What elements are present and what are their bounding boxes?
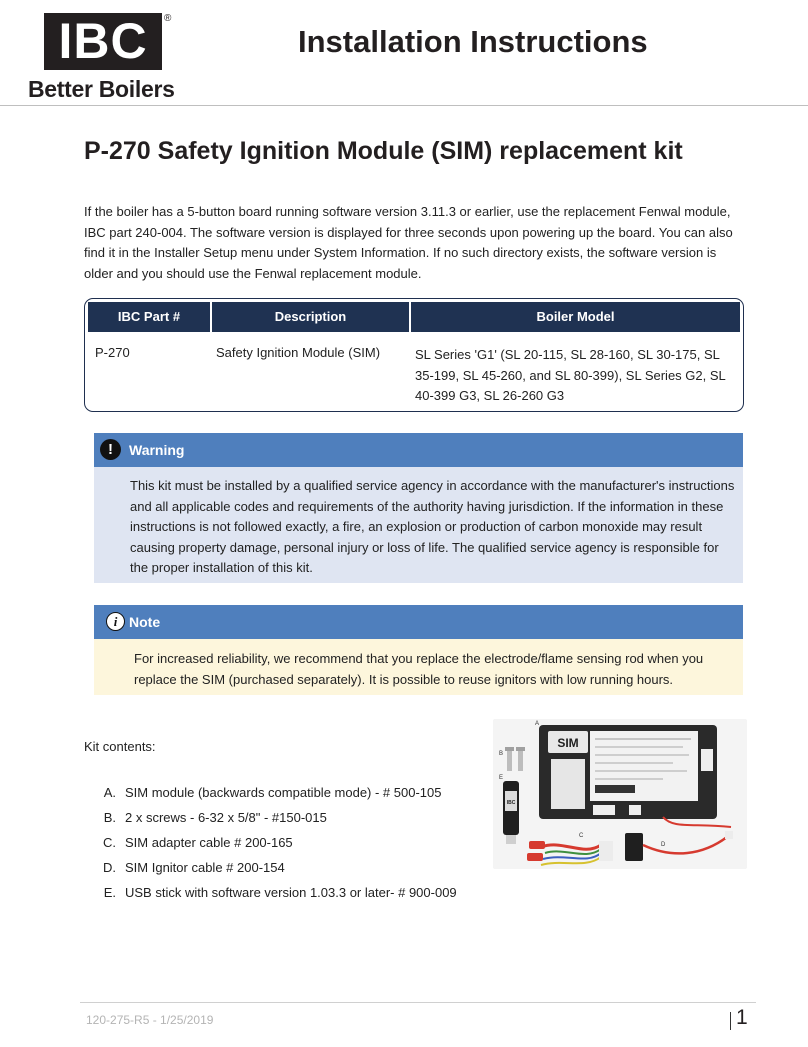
- list-item-letter: E.: [103, 885, 116, 900]
- list-item: [84, 783, 504, 808]
- note-title: Note: [129, 614, 161, 630]
- kit-photo: [493, 719, 747, 869]
- adapter-connector: [599, 841, 613, 861]
- list-item-letter: B.: [103, 810, 116, 825]
- list-item-letter: A.: [103, 785, 116, 800]
- ibc-logo: IBC: [44, 13, 162, 70]
- header-divider: [0, 105, 808, 106]
- list-item-letter: D.: [103, 860, 116, 875]
- screw-1: [507, 749, 512, 771]
- table-header-model: Boiler Model: [411, 302, 740, 332]
- table-cell-description: Safety Ignition Module (SIM): [216, 345, 381, 360]
- photo-label-a: A: [535, 721, 540, 727]
- note-body: For increased reliability, we recommend that you replace the electrode/flame sensing rod when you replace the SIM (purchased separately). It is possible to reuse ignitors with low running hours.: [94, 639, 743, 695]
- list-item-letter: C.: [103, 835, 116, 850]
- page-title: P-270 Safety Ignition Module (SIM) replacement kit: [84, 137, 683, 165]
- footer-separator: [730, 1012, 731, 1030]
- parts-table: [84, 298, 744, 412]
- list-item-text: SIM adapter cable # 200-165: [125, 835, 293, 850]
- sim-module-brand: SIM: [557, 736, 579, 750]
- registered-mark: ®: [164, 13, 172, 24]
- warning-body: This kit must be installed by a qualified service agency in accordance with the manufacturer's instructions and all applicable codes and requirements of the authority having jurisdiction. If the information in these instructions is not followed exactly, a fire, an explosion or production of carbon monoxide may result causing property damage, personal injury or loss of life. The qualified service agency is responsible for the proper installation of this kit.: [94, 467, 743, 583]
- table-header-part: IBC Part #: [88, 302, 210, 332]
- usb-brand: IBC: [506, 800, 516, 806]
- warning-title: Warning: [129, 442, 185, 458]
- ignitor-boot: [625, 833, 643, 861]
- list-item-text: SIM Ignitor cable # 200-154: [125, 860, 285, 875]
- kit-contents-label: Kit contents:: [84, 739, 156, 754]
- tagline: Better Boilers: [28, 76, 175, 102]
- list-item: [84, 808, 504, 833]
- table-cell-model: SL Series 'G1' (SL 20-115, SL 28-160, SL 30-175, SL 35-199, SL 45-260, and SL 80-399), SL Series G2, SL 40-399 G3, SL 26-260 G3: [415, 347, 726, 403]
- photo-label-b: B: [499, 751, 504, 757]
- photo-label-d: D: [661, 842, 666, 848]
- table-header-description: Description: [212, 302, 409, 332]
- list-item: [84, 883, 504, 908]
- page-number: 1: [736, 1006, 748, 1029]
- screw-2: [518, 749, 523, 771]
- list-item: [84, 833, 504, 858]
- ignitor-cable-red: [643, 837, 727, 853]
- info-icon: i: [106, 612, 125, 631]
- exclamation-icon: !: [100, 439, 121, 460]
- intro-paragraph: If the boiler has a 5-button board running software version 3.11.3 or earlier, use the replacement Fenwal module, IBC part 240-004. The software version is displayed for three seconds upon powering up the board. You can also find it in the Installer Setup menu under System Information. If no such directory exists, the software version is older and you should use the Fenwal replacement module.: [84, 204, 733, 281]
- note-header: [94, 605, 743, 639]
- list-item-text: USB stick with software version 1.03.3 or later- # 900-009: [125, 885, 457, 900]
- list-item-text: SIM module (backwards compatible mode) - # 500-105: [125, 785, 442, 800]
- list-item: [84, 858, 504, 883]
- footer-divider: [80, 1002, 756, 1003]
- document-title: Installation Instructions: [298, 24, 648, 59]
- kit-contents-list: [84, 783, 504, 908]
- footer-document-number: 120-275-R5 - 1/25/2019: [86, 1013, 214, 1027]
- photo-label-e: E: [499, 775, 504, 781]
- sim-module-connector: [701, 749, 713, 771]
- list-item-text: 2 x screws - 6-32 x 5/8" - #150-015: [125, 810, 327, 825]
- photo-label-c: C: [579, 833, 584, 839]
- adapter-cable-red: [541, 845, 601, 849]
- warning-header: [94, 433, 743, 467]
- kit-illustration: [493, 719, 747, 869]
- table-cell-part: P-270: [95, 345, 130, 360]
